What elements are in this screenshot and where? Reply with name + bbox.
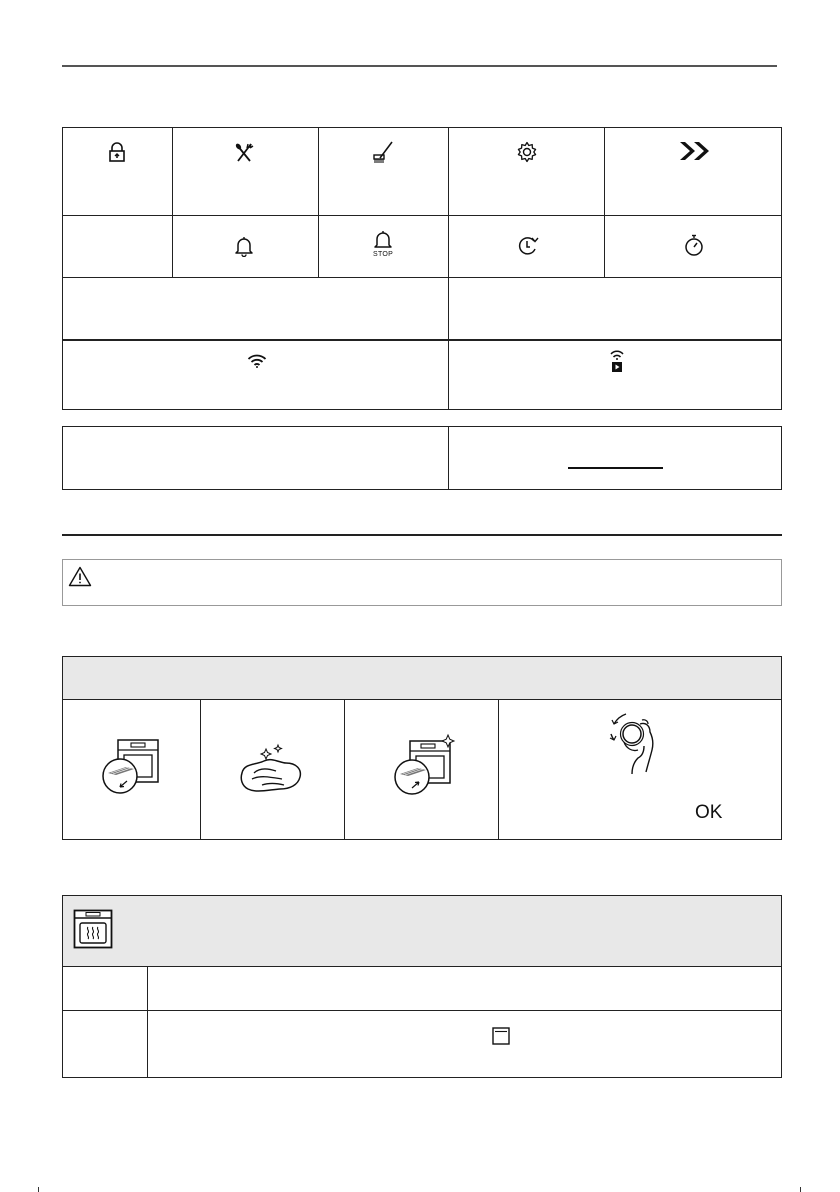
top-rule	[62, 65, 777, 67]
table-col-divider	[344, 699, 345, 840]
table-col-divider	[604, 127, 605, 277]
function-table	[62, 895, 782, 1078]
oven-tray-out-icon	[100, 738, 162, 798]
remote-start-icon	[609, 349, 625, 373]
table-col-divider	[147, 966, 148, 1078]
info-table	[62, 426, 782, 490]
symbols-table	[62, 127, 782, 410]
table-col-divider	[200, 699, 201, 840]
blank-underline	[568, 467, 663, 469]
table-col-divider	[318, 127, 319, 277]
table-row-divider	[62, 215, 782, 216]
gear-icon	[516, 141, 538, 163]
table-row-divider	[62, 966, 782, 967]
table-col-divider	[448, 426, 449, 490]
table-col-divider	[448, 127, 449, 410]
warning-box	[62, 559, 782, 606]
door-square-icon	[492, 1027, 510, 1045]
forward-arrows-icon	[678, 140, 712, 162]
lock-icon	[108, 142, 126, 162]
clock-forward-icon	[516, 235, 540, 257]
ok-button-label: OK	[695, 802, 723, 823]
oven-steam-icon	[73, 909, 113, 949]
brush-icon	[372, 140, 394, 164]
table-col-divider	[172, 127, 173, 277]
table-row-divider	[62, 699, 782, 700]
stop-label: STOP	[373, 251, 394, 258]
cutlery-icon	[234, 142, 254, 164]
wifi-icon	[247, 354, 267, 368]
table-row-divider	[62, 277, 782, 278]
table-row-divider	[62, 339, 782, 341]
oven-tray-in-icon	[392, 733, 458, 799]
table-col-divider	[498, 699, 499, 840]
warning-triangle-icon	[68, 566, 92, 587]
bell-icon	[235, 235, 253, 257]
page-edge-mark	[800, 1187, 801, 1192]
stopwatch-icon	[684, 234, 704, 256]
table-row-divider	[62, 1010, 782, 1011]
bell-stop-icon	[374, 230, 392, 250]
knob-turn-hand-icon	[604, 710, 666, 776]
section-rule	[62, 534, 782, 536]
page-edge-mark	[38, 1187, 39, 1192]
cloth-clean-icon	[236, 743, 308, 795]
